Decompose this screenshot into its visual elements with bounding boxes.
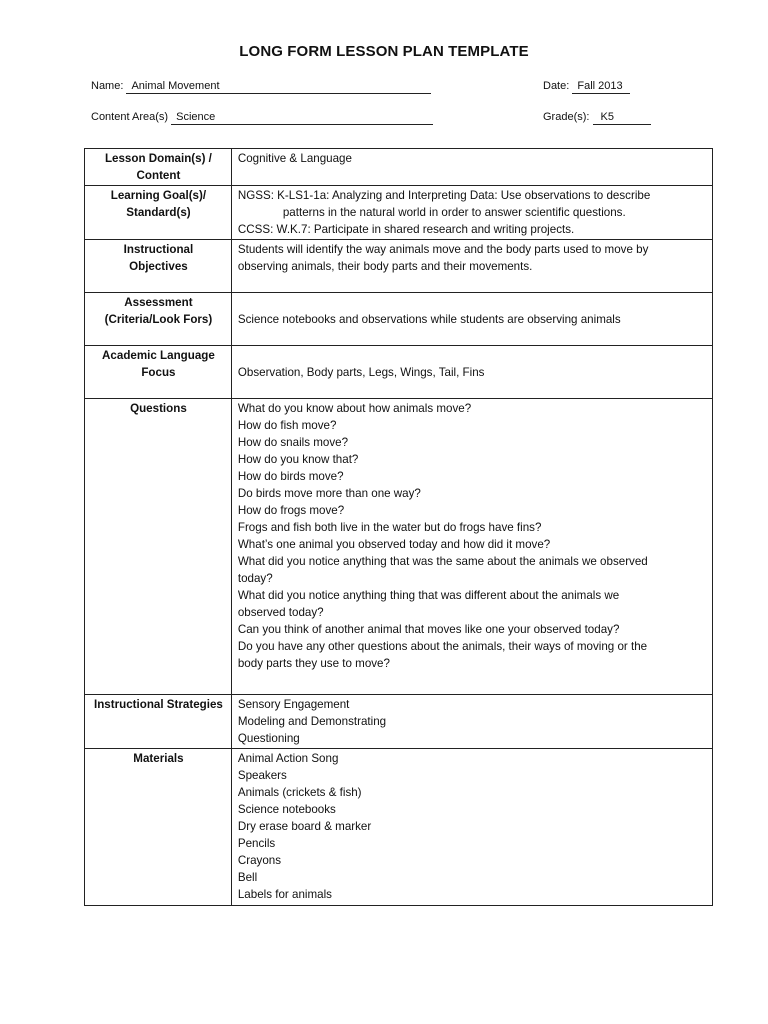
content-line: today? [237, 572, 273, 585]
content-line: Observation, Body parts, Legs, Wings, Tail, Fins [237, 366, 485, 379]
content-line: Students will identify the way animals move and the body parts used to move by [237, 243, 649, 256]
date-field [543, 80, 630, 94]
table-row [85, 293, 713, 346]
row-label [85, 293, 232, 346]
content-line: Modeling and Demonstrating [237, 715, 387, 728]
date-value: Fall 2013 [572, 80, 630, 94]
table-row [85, 240, 713, 293]
content-line: CCSS: W.K.7: Participate in shared research and writing projects. [237, 223, 575, 236]
label-line: Questions [130, 402, 187, 415]
content-area-field [91, 111, 433, 125]
content-line: What’s one animal you observed today and how did it move? [237, 538, 551, 551]
row-label [85, 149, 232, 186]
content-line: Do you have any other questions about the animals, their ways of moving or the [237, 640, 648, 653]
content-line: How do you know that? [237, 453, 359, 466]
label-line: Materials [133, 752, 184, 765]
content-line: Can you think of another animal that moves like one your observed today? [237, 623, 620, 636]
row-content [231, 695, 712, 749]
table-row [85, 749, 713, 906]
content-line: Speakers [237, 769, 287, 782]
document-title: LONG FORM LESSON PLAN TEMPLATE [239, 43, 529, 60]
content-line: How do fish move? [237, 419, 337, 432]
content-line: Dry erase board & marker [237, 820, 372, 833]
name-field [91, 80, 431, 94]
label-line: Assessment [124, 296, 193, 309]
label-line: Academic Language [102, 349, 215, 362]
content-line: Frogs and fish both live in the water but do frogs have fins? [237, 521, 542, 534]
label-line: Instructional Strategies [94, 698, 223, 711]
row-content [231, 149, 712, 186]
row-content [231, 346, 712, 399]
content-line: Bell [237, 871, 258, 884]
row-content [231, 240, 712, 293]
row-label [85, 695, 232, 749]
label-line: Instructional [123, 243, 194, 256]
content-line: Questioning [237, 732, 300, 745]
name-value: Animal Movement [126, 80, 431, 94]
content-line: Labels for animals [237, 888, 332, 901]
label-line: Standard(s) [126, 206, 191, 219]
content-line: Science notebooks [237, 803, 336, 816]
table-row [85, 695, 713, 749]
label-line: Learning Goal(s)/ [110, 189, 207, 202]
table-row [85, 186, 713, 240]
content-line: NGSS: K-LS1-1a: Analyzing and Interpreting Data: Use observations to describe [237, 189, 651, 202]
content-area-value: Science [171, 111, 433, 125]
row-label [85, 749, 232, 906]
content-line: Animals (crickets & fish) [237, 786, 362, 799]
content-line: What did you notice anything that was the same about the animals we observed [237, 555, 648, 568]
table-row [85, 149, 713, 186]
content-line: observing animals, their body parts and their movements. [237, 260, 533, 273]
row-content [231, 186, 712, 240]
label-line: Content [136, 169, 181, 182]
row-content [231, 399, 712, 695]
content-line: Sensory Engagement [237, 698, 350, 711]
content-line: Crayons [237, 854, 282, 867]
label-line: Lesson Domain(s) / [104, 152, 212, 165]
content-line: Pencils [237, 837, 276, 850]
label-line: Focus [141, 366, 176, 379]
table-row [85, 346, 713, 399]
grade-value: K5 [593, 111, 651, 125]
content-line: body parts they use to move? [237, 657, 390, 670]
name-label: Name: [91, 80, 124, 92]
row-content [231, 749, 712, 906]
row-content [231, 293, 712, 346]
date-label: Date: [543, 80, 570, 92]
row-label [85, 346, 232, 399]
content-line: Cognitive & Language [237, 152, 352, 165]
content-line: What did you notice anything thing that was different about the animals we [237, 589, 620, 602]
content-line: How do snails move? [237, 436, 349, 449]
row-label [85, 240, 232, 293]
content-line: patterns in the natural world in order to answer scientific questions. [282, 206, 626, 219]
content-line: What do you know about how animals move? [237, 402, 472, 415]
grade-label: Grade(s): [543, 111, 590, 123]
content-line: Animal Action Song [237, 752, 339, 765]
content-line: Do birds move more than one way? [237, 487, 421, 500]
lesson-plan-table [84, 148, 713, 906]
content-line: Science notebooks and observations while students are observing animals [237, 313, 621, 326]
content-line: How do frogs move? [237, 504, 345, 517]
content-area-label: Content Area(s) [91, 111, 169, 123]
row-label [85, 399, 232, 695]
grade-field [543, 111, 651, 125]
content-line: observed today? [237, 606, 324, 619]
row-label [85, 186, 232, 240]
content-line: How do birds move? [237, 470, 344, 483]
label-line: Objectives [129, 260, 188, 273]
table-row [85, 399, 713, 695]
label-line: (Criteria/Look Fors) [104, 313, 213, 326]
